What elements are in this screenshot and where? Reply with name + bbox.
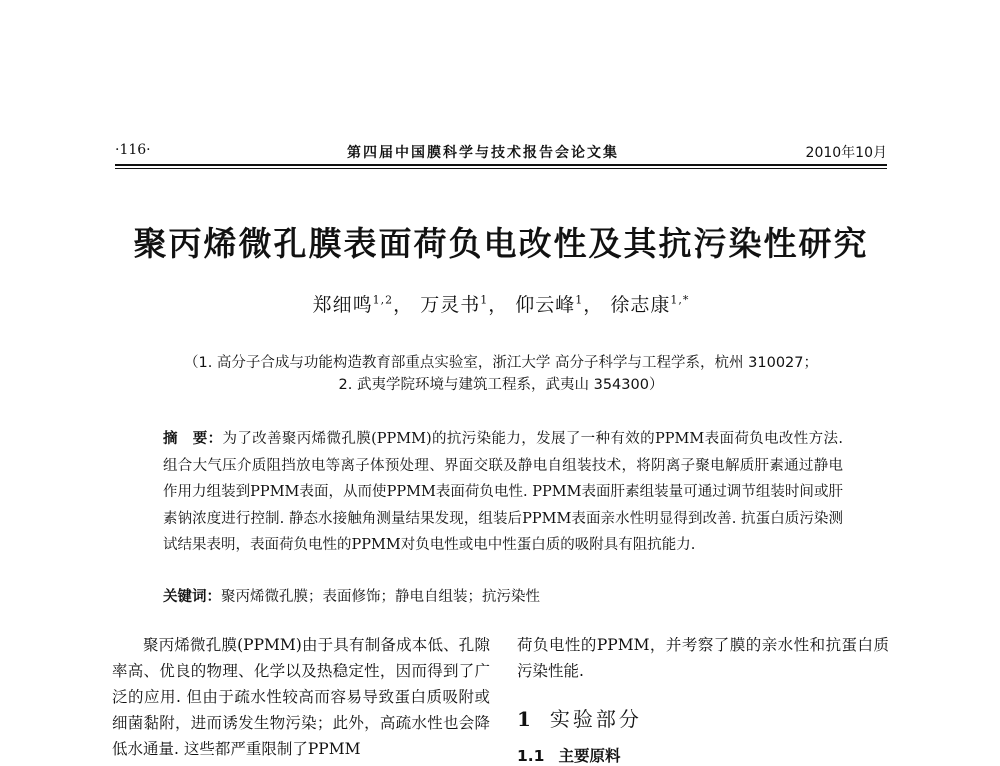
abstract-label: 摘 要： bbox=[163, 431, 223, 447]
page-number: ·116· bbox=[115, 142, 151, 158]
author-affil-mark: 1,2 bbox=[372, 293, 394, 307]
abstract bbox=[163, 426, 843, 559]
affiliations bbox=[120, 352, 882, 396]
section-number: 1 bbox=[517, 707, 534, 731]
subsection-heading bbox=[517, 744, 620, 766]
publication-date: 2010年10月 bbox=[805, 145, 887, 161]
author-name: 郑细鸣 bbox=[312, 294, 373, 316]
author-name: 徐志康 bbox=[610, 294, 671, 316]
author-affil-mark: 1 bbox=[480, 293, 489, 307]
affiliation-line: 2. 武夷学院环境与建筑工程系，武夷山 354300） bbox=[338, 377, 664, 393]
author-separator: ， bbox=[488, 294, 509, 316]
author-affil-mark: 1 bbox=[575, 293, 584, 307]
header-rule-thick bbox=[115, 164, 887, 166]
abstract-text: 为了改善聚丙烯微孔膜(PPMM)的抗污染能力，发展了一种有效的PPMM表面荷负电改性方法. 组合大气压介质阻挡放电等离子体预处理、界面交联及静电自组装技术，将阴离子聚电解质肝素通过静电作用力组装到PPMM表面，从而使PPMM表面荷负电性. PPMM表面肝素组装量可通过调节组装时间或肝素钠浓度进行控制. 静态水接触角测量结果发现，组装后PPMM表面亲水性明显得到改善. 抗蛋白质污染测试结果表明，表面荷负电性的PPMM对负电性或电中性蛋白质的吸附具有阻抗能力. bbox=[163, 431, 843, 553]
section-title: 实验部分 bbox=[549, 707, 642, 731]
author-name: 仰云峰 bbox=[515, 294, 576, 316]
paper-title: 聚丙烯微孔膜表面荷负电改性及其抗污染性研究 bbox=[133, 224, 869, 263]
author-separator: ， bbox=[393, 294, 414, 316]
subsection-number: 1.1 bbox=[517, 747, 545, 765]
header-rule-thin bbox=[115, 168, 887, 169]
author-affil-mark: 1,* bbox=[670, 293, 690, 307]
body-left-column: 聚丙烯微孔膜(PPMM)由于具有制备成本低、孔隙率高、优良的物理、化学以及热稳定性，因而得到了广泛的应用. 但由于疏水性较高而容易导致蛋白质吸附或细菌黏附，进而诱发生物污染；此外，高疏水性也会降低水通量. 这些都严重限制了PPMM bbox=[112, 636, 490, 758]
affiliation-line: （1. 高分子合成与功能构造教育部重点实验室，浙江大学 高分子科学与工程学系，杭州 310027； bbox=[183, 355, 818, 371]
keywords-text: 聚丙烯微孔膜；表面修饰；静电自组装；抗污染性 bbox=[221, 589, 540, 605]
body-right-column: 荷负电性的PPMM，并考察了膜的亲水性和抗蛋白质污染性能. bbox=[517, 636, 889, 680]
keywords bbox=[163, 584, 843, 610]
section-heading bbox=[517, 703, 642, 732]
journal-name: 第四届中国膜科学与技术报告会论文集 bbox=[347, 145, 619, 161]
subsection-title: 主要原料 bbox=[558, 747, 621, 765]
author-list bbox=[115, 290, 887, 317]
author-separator: ， bbox=[583, 294, 604, 316]
keywords-label: 关键词： bbox=[163, 589, 221, 605]
author-name: 万灵书 bbox=[420, 294, 481, 316]
